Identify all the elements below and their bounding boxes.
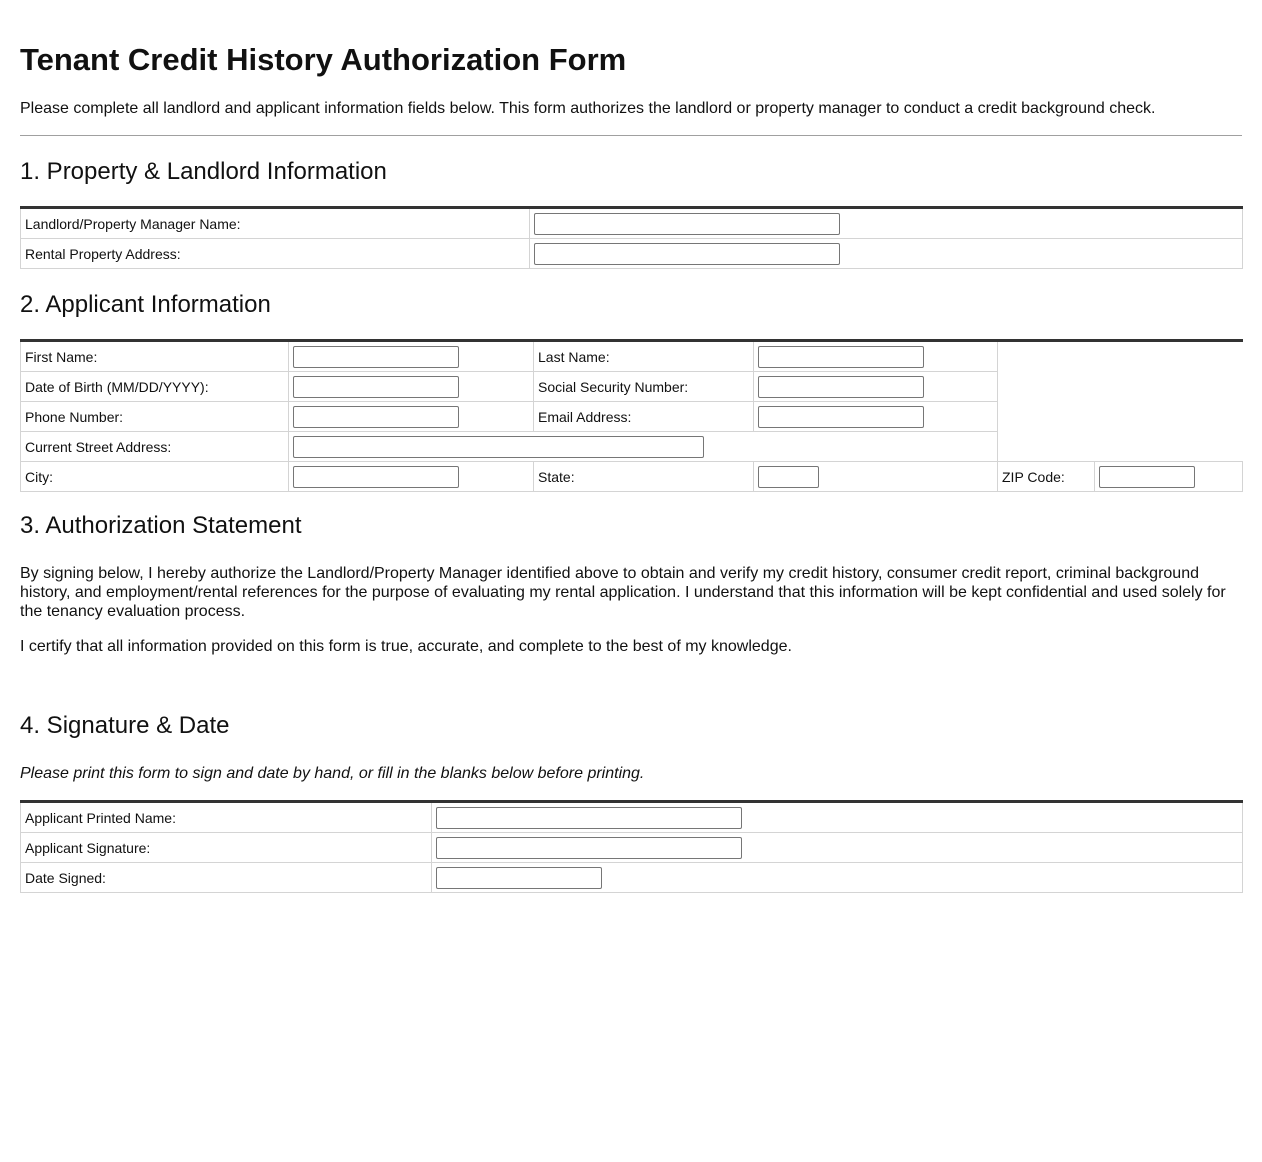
certification-paragraph: I certify that all information provided on this form is true, accurate, and complete to the best of my knowledge.: [20, 638, 792, 655]
ssn-input[interactable]: [758, 376, 924, 398]
table-row: [21, 802, 1243, 833]
page-title: Tenant Credit History Authorization Form: [20, 42, 627, 77]
intro-text: Please complete all landlord and applicant information fields below. This form authorizes the landlord or property manager to conduct a credit background check.: [20, 100, 1156, 117]
first-name-input[interactable]: [293, 346, 459, 368]
state-label: State:: [534, 462, 754, 492]
signature-note: Please print this form to sign and date by hand, or fill in the blanks below before printing.: [20, 765, 645, 782]
table-row: [21, 239, 1243, 269]
landlord-name-label: Landlord/Property Manager Name:: [21, 208, 530, 239]
section-heading-property: 1. Property & Landlord Information: [20, 158, 387, 185]
section-heading-authorization: 3. Authorization Statement: [20, 512, 302, 539]
section-heading-signature: 4. Signature & Date: [20, 712, 230, 739]
zip-label: ZIP Code:: [998, 462, 1095, 492]
ssn-label: Social Security Number:: [534, 372, 754, 402]
property-address-input[interactable]: [534, 243, 840, 265]
table-row: [21, 863, 1243, 893]
dob-label: Date of Birth (MM/DD/YYYY):: [21, 372, 289, 402]
first-name-label: First Name:: [21, 341, 289, 372]
last-name-input[interactable]: [758, 346, 924, 368]
zip-input[interactable]: [1099, 466, 1195, 488]
signature-input[interactable]: [436, 837, 742, 859]
date-signed-input[interactable]: [436, 867, 602, 889]
authorization-paragraph: By signing below, I hereby authorize the Landlord/Property Manager identified above to obtain and verify my credit history, consumer credit report, criminal background history, and employment/rental references for the purpose of evaluating my rental application. I understand that this information will be kept confidential and used solely for the tenancy evaluation process.: [20, 565, 1226, 620]
table-row: [21, 341, 1243, 372]
applicant-info-table: [20, 339, 1243, 492]
phone-input[interactable]: [293, 406, 459, 428]
table-row: [21, 833, 1243, 863]
landlord-name-input[interactable]: [534, 213, 840, 235]
city-input[interactable]: [293, 466, 459, 488]
property-landlord-table: [20, 206, 1243, 269]
date-signed-label: Date Signed:: [21, 863, 432, 893]
signature-label: Applicant Signature:: [21, 833, 432, 863]
email-label: Email Address:: [534, 402, 754, 432]
phone-label: Phone Number:: [21, 402, 289, 432]
dob-input[interactable]: [293, 376, 459, 398]
street-address-label: Current Street Address:: [21, 432, 289, 462]
state-input[interactable]: [758, 466, 819, 488]
printed-name-input[interactable]: [436, 807, 742, 829]
property-address-label: Rental Property Address:: [21, 239, 530, 269]
signature-table: [20, 800, 1243, 893]
last-name-label: Last Name:: [534, 341, 754, 372]
table-row: [21, 462, 1243, 492]
city-label: City:: [21, 462, 289, 492]
printed-name-label: Applicant Printed Name:: [21, 802, 432, 833]
section-heading-applicant: 2. Applicant Information: [20, 291, 271, 318]
table-row: [21, 208, 1243, 239]
street-address-input[interactable]: [293, 436, 704, 458]
divider: [20, 135, 1242, 136]
email-input[interactable]: [758, 406, 924, 428]
